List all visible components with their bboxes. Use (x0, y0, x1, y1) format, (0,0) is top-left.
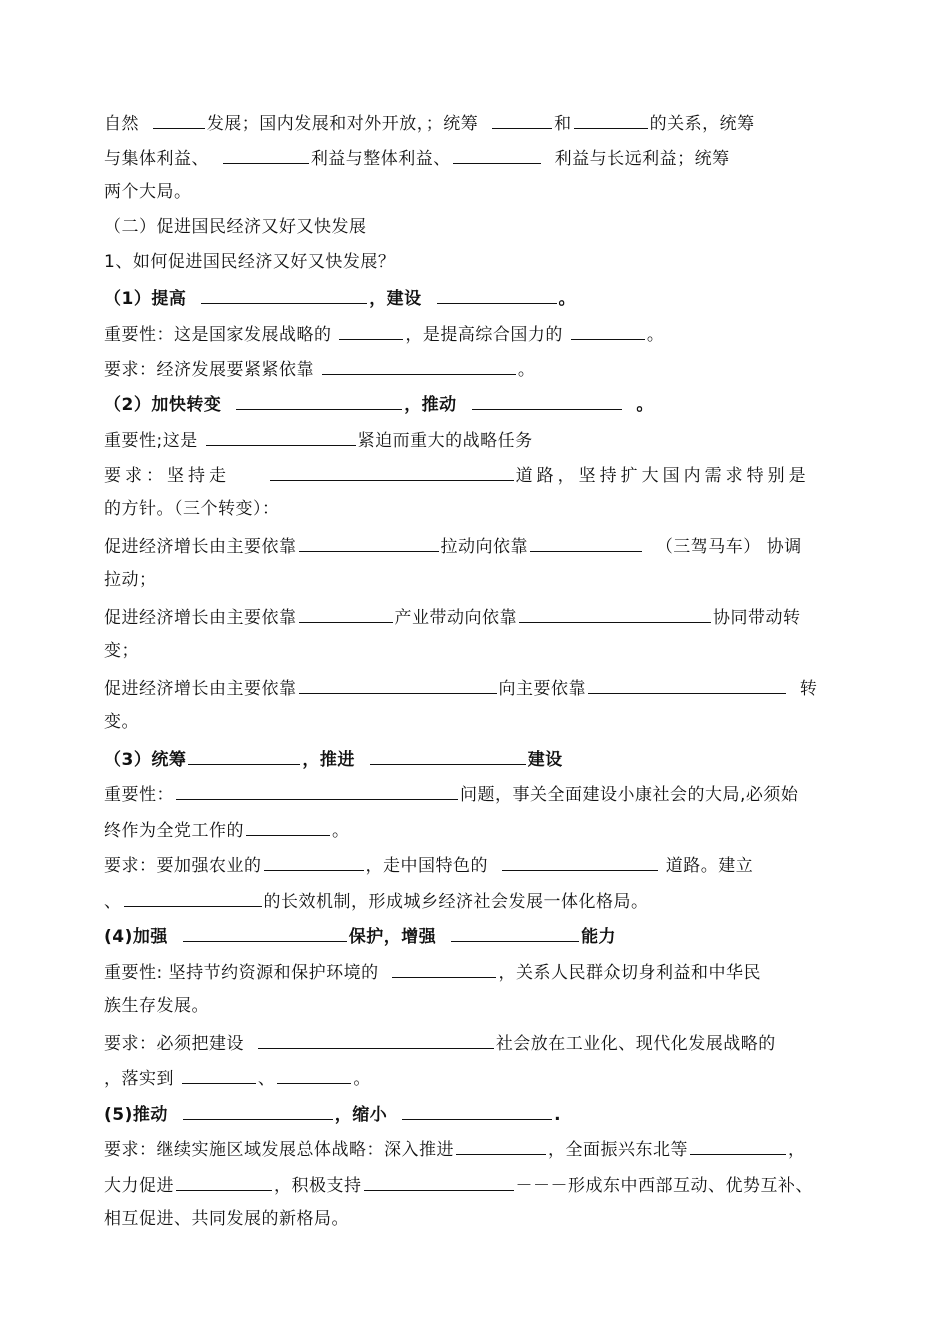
text-line: 促进经济增长由主要依靠 拉动向依靠 （三驾马车） 协调 (104, 534, 802, 558)
text-line: 终作为全党工作的 。 (104, 818, 350, 842)
fill-blank[interactable] (322, 357, 516, 375)
text-line: 重要性： 问题，事关全面建设小康社会的大局,必须始 (104, 782, 798, 806)
fill-blank[interactable] (258, 1031, 494, 1049)
fill-blank[interactable] (437, 286, 557, 304)
text-line: 自然 发展；国内发展和对外开放，；统筹 和 的关系，统筹 (104, 111, 755, 135)
fill-blank[interactable] (236, 392, 402, 410)
fill-blank[interactable] (299, 605, 393, 623)
point-heading: （2）加快转变 ，推动 。 (104, 392, 654, 416)
fill-blank[interactable] (176, 1173, 272, 1191)
text-line: 族生存发展。 (104, 996, 209, 1016)
point-heading: (4)加强 保护，增强 能力 (104, 924, 616, 948)
fill-blank[interactable] (690, 1137, 786, 1155)
fill-blank[interactable] (270, 463, 514, 481)
point-heading: (5)推动 ，缩小 . (104, 1102, 561, 1126)
fill-blank[interactable] (530, 534, 642, 552)
text-line: 与集体利益、 利益与整体利益、 利益与长远利益；统筹 (104, 146, 730, 170)
fill-blank[interactable] (339, 322, 403, 340)
fill-blank[interactable] (588, 676, 786, 694)
question-heading: 1、如何促进国民经济又好又快发展？ (104, 252, 396, 272)
text-line: 促进经济增长由主要依靠 向主要依靠 转 (104, 676, 817, 700)
fill-blank[interactable] (264, 853, 364, 871)
fill-blank[interactable] (370, 747, 526, 765)
fill-blank[interactable] (392, 960, 496, 978)
fill-blank[interactable] (456, 1137, 546, 1155)
fill-blank[interactable] (223, 146, 309, 164)
text-line: 要求：经济发展要紧紧依靠 。 (104, 357, 535, 381)
text-line: 要求：坚持走 道路，坚持扩大国内需求特别是 (104, 463, 810, 487)
fill-blank[interactable] (472, 392, 622, 410)
fill-blank[interactable] (492, 111, 552, 129)
fill-blank[interactable] (574, 111, 648, 129)
fill-blank[interactable] (502, 853, 658, 871)
text-line: 、 的长效机制，形成城乡经济社会发展一体化格局。 (104, 889, 649, 913)
text-line: 的方针。（三个转变）： (104, 499, 280, 519)
text-line: 要求：要加强农业的 ，走中国特色的 道路。建立 (104, 853, 753, 877)
point-heading: （3）统筹 ，推进 建设 (104, 747, 563, 771)
fill-blank[interactable] (571, 322, 645, 340)
text-line: 重要性: 坚持节约资源和保护环境的 ，关系人民群众切身利益和中华民 (104, 960, 761, 984)
fill-blank[interactable] (183, 1102, 333, 1120)
fill-blank[interactable] (299, 534, 439, 552)
section-heading: （二）促进国民经济又好又快发展 (104, 217, 367, 237)
fill-blank[interactable] (364, 1173, 514, 1191)
text-line: 拉动； (104, 570, 157, 590)
text-line: 大力促进 ，积极支持 －－－形成东中西部互动、优势互补、 (104, 1173, 813, 1197)
fill-blank[interactable] (182, 1066, 256, 1084)
text-line: 变。 (104, 712, 139, 732)
text-line: 要求：必须把建设 社会放在工业化、现代化发展战略的 (104, 1031, 776, 1055)
text-line: 要求：继续实施区域发展总体战略：深入推进 ，全面振兴东北等 ， (104, 1137, 806, 1161)
fill-blank[interactable] (183, 924, 347, 942)
text-line: 促进经济增长由主要依靠 产业带动向依靠 协同带动转 (104, 605, 801, 629)
fill-blank[interactable] (519, 605, 711, 623)
text-line: 重要性：这是国家发展战略的 ，是提高综合国力的 。 (104, 322, 664, 346)
fill-blank[interactable] (451, 924, 579, 942)
fill-blank[interactable] (246, 818, 330, 836)
text-line: 变； (104, 641, 139, 661)
text-line: ，落实到 、 。 (104, 1066, 371, 1090)
fill-blank[interactable] (188, 747, 300, 765)
text-line: 相互促进、共同发展的新格局。 (104, 1209, 349, 1229)
text-line: 两个大局。 (104, 182, 192, 202)
fill-blank[interactable] (176, 782, 458, 800)
fill-blank[interactable] (453, 146, 541, 164)
text-line: 重要性;这是 紧迫而重大的战略任务 (104, 428, 533, 452)
fill-blank[interactable] (124, 889, 262, 907)
fill-blank[interactable] (201, 286, 367, 304)
fill-blank[interactable] (402, 1102, 552, 1120)
fill-blank[interactable] (277, 1066, 351, 1084)
fill-blank[interactable] (206, 428, 356, 446)
point-heading: （1）提高 ，建设 。 (104, 286, 576, 310)
fill-blank[interactable] (299, 676, 497, 694)
fill-blank[interactable] (153, 111, 205, 129)
